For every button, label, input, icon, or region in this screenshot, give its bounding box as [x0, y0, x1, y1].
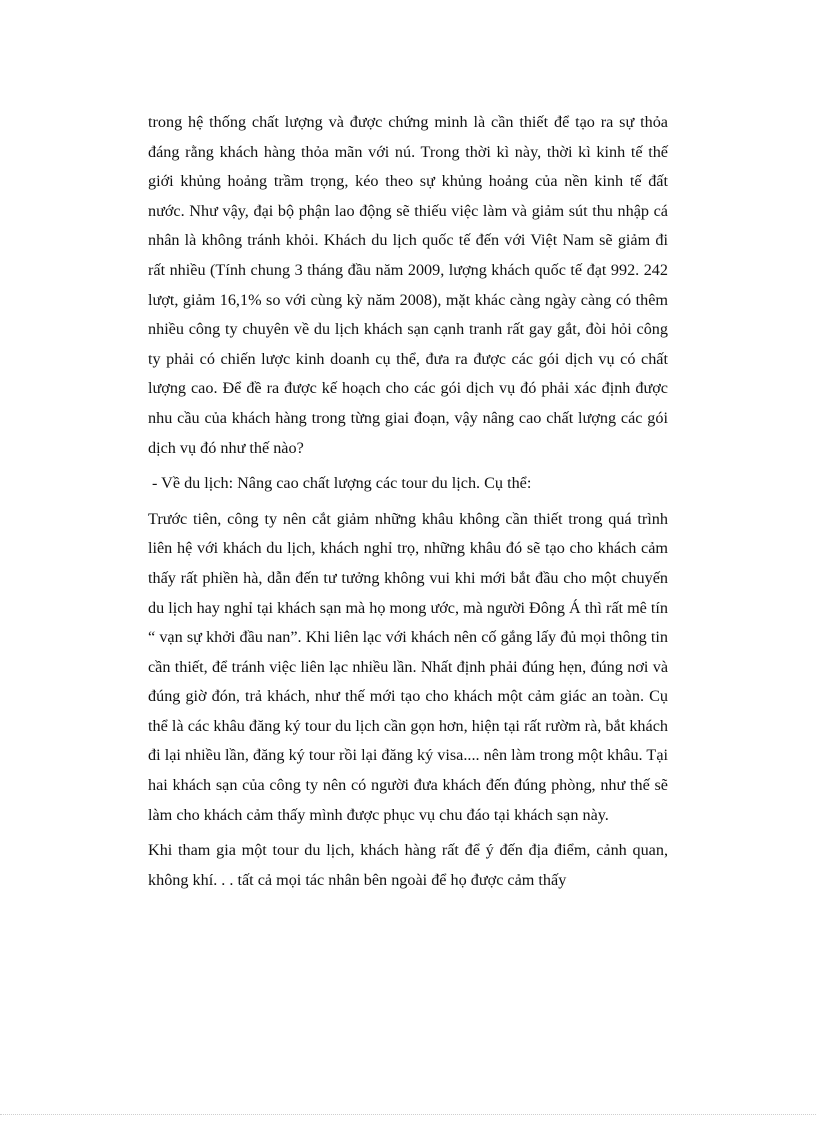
- page-bottom-divider: [0, 1114, 816, 1115]
- paragraph-tourism-heading: - Về du lịch: Nâng cao chất lượng các tour du lịch. Cụ thể:: [152, 474, 532, 493]
- paragraph-first-steps: Trước tiên, công ty nên cắt giảm những khâu không cần thiết trong quá trình liên hệ với khách du lịch, khách nghỉ trọ, những khâu đó sẽ tạo cho khách cảm thấy rất phiền hà, dẫn đến tư tưởng không vui khi mới bắt đầu cho một chuyến du lịch hay nghỉ tại khách sạn mà họ mong ước, mà người Đông Á thì rất mê tín “ vạn sự khởi đầu nan”. Khi liên lạc với khách nên cố gắng lấy đủ mọi thông tin cần thiết, để tránh việc liên lạc nhiều lần. Nhất định phải đúng hẹn, đúng nơi và đúng giờ đón, trả khách, như thế mới tạo cho khách một cảm giác an toàn. Cụ thể là các khâu đăng ký tour du lịch cần gọn hơn, hiện tại rất rườm rà, bắt khách đi lại nhiều lần, đăng ký tour rồi lại đăng ký visa.... nên làm trong một khâu. Tại hai khách sạn của công ty nên có người đưa khách đến đúng phòng, như thế sẽ làm cho khách cảm thấy mình được phục vụ chu đáo tại khách sạn này.: [148, 509, 668, 824]
- paragraph-quality-context: trong hệ thống chất lượng và được chứng minh là cần thiết để tạo ra sự thỏa đáng rằng khách hàng thỏa mãn với nú. Trong thời kì này, thời kì kinh tế thế giới khủng hoảng trầm trọng, kéo theo sự khủng hoảng của nền kinh tế đất nước. Như vậy, đại bộ phận lao động sẽ thiếu việc làm và giảm sút thu nhập cá nhân là không tránh khỏi. Khách du lịch quốc tế đến với Việt Nam sẽ giảm đi rất nhiều (Tính chung 3 tháng đầu năm 2009, lượng khách quốc tế đạt 992. 242 lượt, giảm 16,1% so với cùng kỳ năm 2008), mặt khác càng ngày càng có thêm nhiều công ty chuyên về du lịch khách sạn cạnh tranh rất gay gắt, đòi hỏi công ty phải có chiến lược kinh doanh cụ thể, đưa ra được các gói dịch vụ có chất lượng cao. Để đề ra được kế hoạch cho các gói dịch vụ đó phải xác định được nhu cầu của khách hàng trong từng giai đoạn, vậy nâng cao chất lượng các gói dịch vụ đó như thế nào?: [148, 113, 668, 457]
- paragraph-tour-experience: Khi tham gia một tour du lịch, khách hàng rất để ý đến địa điểm, cảnh quan, không khí. . . tất cả mọi tác nhân bên ngoài để họ được cảm thấy: [148, 841, 668, 889]
- page-body: [148, 108, 668, 901]
